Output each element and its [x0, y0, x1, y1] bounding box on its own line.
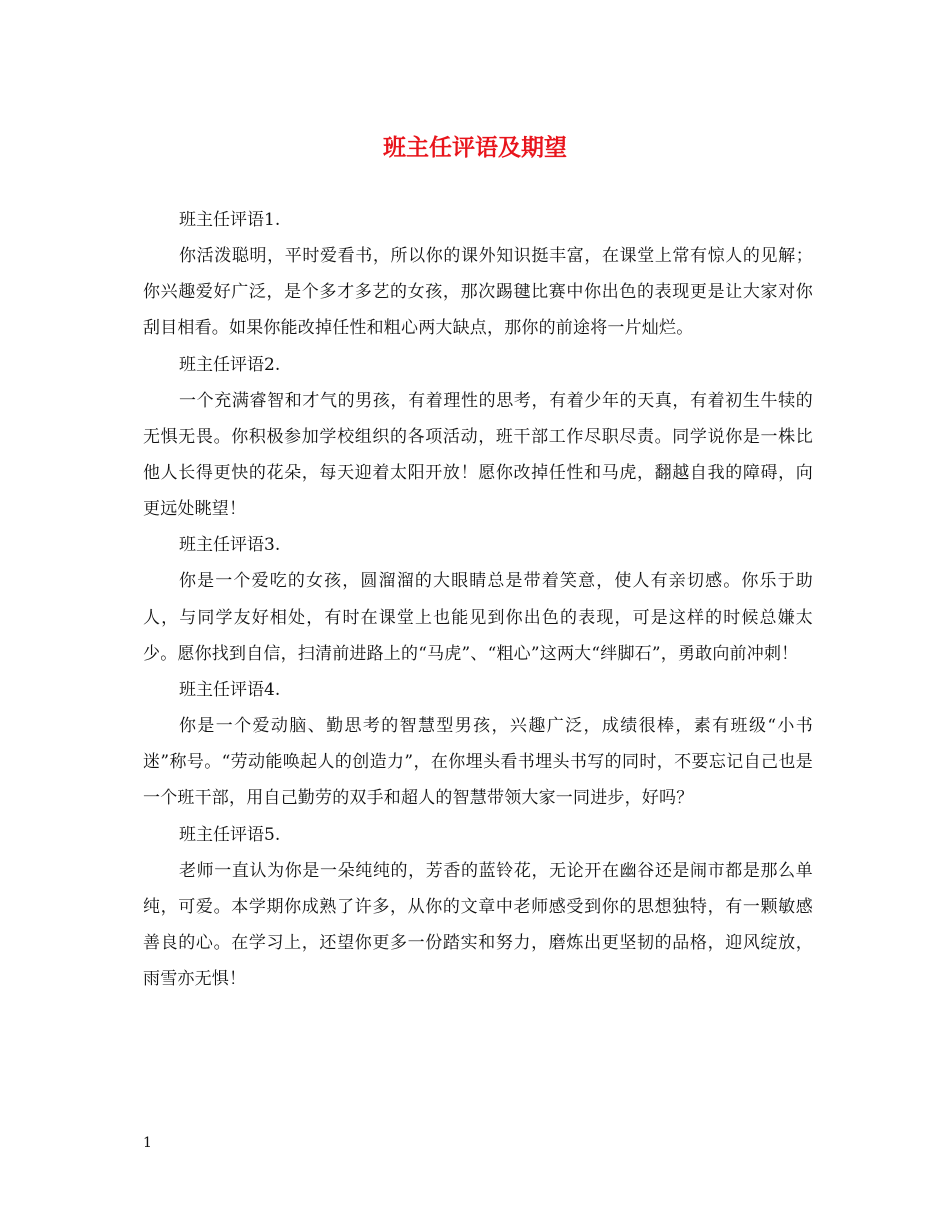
comment-text: 你是一个爱吃的女孩，圆溜溜的大眼睛总是带着笑意，使人有亲切感。你乐于助人，与同学友好相处，有时在课堂上也能见到你出色的表现，可是这样的时候总嫌太少。愿你找到自信，扫清前进路上的“马虎”、“粗心”这两大“绊脚石”，勇敢向前冲刺！ [143, 571, 813, 664]
comment-heading: 班主任评语5. [179, 824, 281, 845]
page-number: 1 [143, 1135, 152, 1151]
comment-section [143, 202, 813, 347]
document-title: 班主任评语及期望 [383, 134, 567, 161]
document-body [143, 202, 813, 997]
comment-heading: 班主任评语3. [179, 535, 281, 556]
comment-section [143, 817, 813, 998]
comment-text: 你活泼聪明，平时爱看书，所以你的课外知识挺丰富，在课堂上常有惊人的见解；你兴趣爱好广泛，是个多才多艺的女孩，那次踢毽比赛中你出色的表现更是让大家对你刮目相看。如果你能改掉任性和粗心两大缺点，那你的前途将一片灿烂。 [143, 246, 813, 339]
comment-heading: 班主任评语4. [179, 680, 281, 701]
comment-text: 你是一个爱动脑、勤思考的智慧型男孩，兴趣广泛，成绩很棒，素有班级“小书迷”称号。“劳动能唤起人的创造力”，在你埋头看书埋头书写的同时，不要忘记自己也是一个班干部，用自己勤劳的双手和超人的智慧带领大家一同进步，好吗？ [143, 716, 813, 809]
comment-heading: 班主任评语1. [179, 210, 281, 230]
comment-text: 一个充满睿智和才气的男孩，有着理性的思考，有着少年的天真，有着初生牛犊的无惧无畏。你积极参加学校组织的各项活动，班干部工作尽职尽责。同学说你是一株比他人长得更快的花朵，每天迎着太阳开放！愿你改掉任性和马虎，翻越自我的障碍，向更远处眺望！ [143, 390, 813, 520]
comment-section [143, 347, 813, 528]
comment-text: 老师一直认为你是一朵纯纯的，芳香的蓝铃花，无论开在幽谷还是闹市都是那么单纯，可爱。本学期你成熟了许多，从你的文章中老师感受到你的思想独特，有一颗敏感善良的心。在学习上，还望你更多一份踏实和努力，磨炼出更坚韧的品格，迎风绽放，雨雪亦无惧！ [143, 860, 813, 990]
comment-heading: 班主任评语2. [179, 354, 281, 375]
comment-section [143, 527, 813, 672]
comment-section [143, 672, 813, 817]
